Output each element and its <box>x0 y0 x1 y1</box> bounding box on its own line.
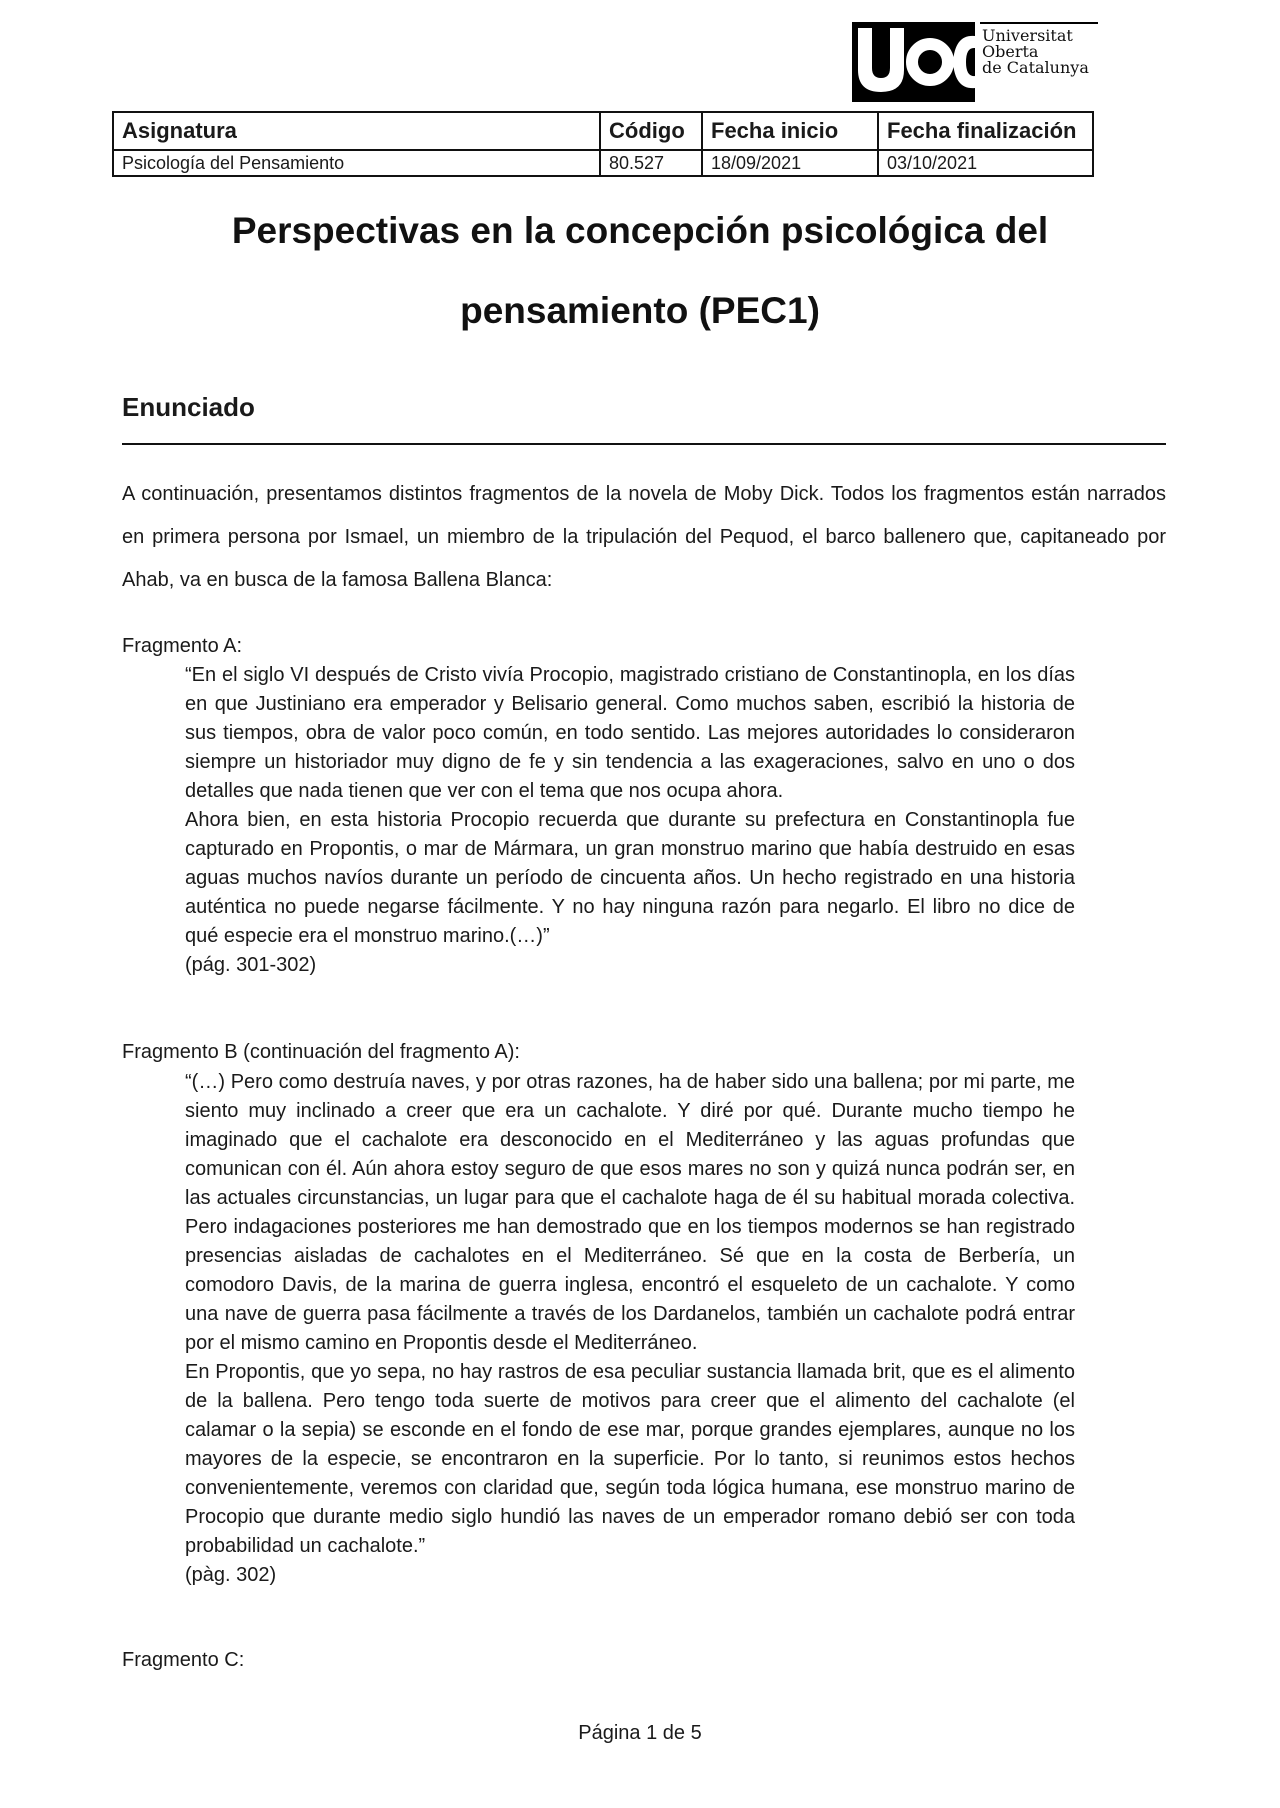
table-header-row <box>113 112 1093 150</box>
fragment-a-quote <box>185 661 1075 980</box>
value-fecha-inicio: 18/09/2021 <box>702 150 878 176</box>
page-number: Página 1 de 5 <box>578 1722 702 1744</box>
header-fecha-finalizacion: Fecha finalización <box>878 112 1093 150</box>
page-title-line-1: Perspectivas en la concepción psicológica del <box>231 210 1049 251</box>
header-codigo: Código <box>600 112 702 150</box>
logo-line-3: de Catalunya <box>982 58 1089 77</box>
logo-wordmark <box>982 28 1089 76</box>
intro-paragraph: A continuación, presentamos distintos fragmentos de la novela de Moby Dick. Todos los fragmentos están narrados en primera persona por Ismael, un miembro de la tripulación del Pequod, el barco ballenero que, capitaneado por Ahab, va en busca de la famosa Ballena Blanca: <box>122 483 1166 591</box>
table-row <box>113 150 1093 176</box>
fragment-b-quote <box>185 1068 1075 1590</box>
uoc-logo <box>852 22 1098 102</box>
logo-line-1: Universitat <box>982 26 1073 45</box>
fragment-a-paragraph-1: “En el siglo VI después de Cristo vivía Procopio, magistrado cristiano de Constantinopla, en los días en que Justiniano era emperador y Belisario general. Como muchos saben, escribió la historia de sus tiempos, obra de valor poco común, en todo sentido. Las mejores autoridades lo consideraron siempre un historiador muy digno de fe y sin tendencia a las exageraciones, salvo en uno o dos detalles que nada tienen que ver con el tema que nos ocupa ahora. <box>185 664 1075 802</box>
fragment-a-label: Fragmento A: <box>122 635 243 657</box>
logo-line-2: Oberta <box>982 42 1039 61</box>
course-info-table <box>112 111 1094 177</box>
value-codigo: 80.527 <box>600 150 702 176</box>
section-divider <box>122 443 1166 445</box>
fragment-a-reference: (pág. 301-302) <box>185 954 317 976</box>
value-fecha-finalizacion: 03/10/2021 <box>878 150 1093 176</box>
logo-letters-icon <box>852 22 975 102</box>
fragment-b-paragraph-2: En Propontis, que yo sepa, no hay rastros de esa peculiar sustancia llamada brit, que es el alimento de la ballena. Pero tengo toda suerte de motivos para creer que el alimento del cachalote (el calamar o la sepia) se esconde en el fondo de ese mar, porque grandes ejemplares, aunque no los mayores de la especie, se encontraron en la superficie. Por lo tanto, si reunimos estos hechos convenientemente, veremos con claridad que, según toda lógica humana, ese monstruo marino de Procopio que durante medio siglo hundió las naves de un emperador romano debió ser con toda probabilidad un cachalote.” <box>185 1361 1075 1557</box>
fragment-c-label: Fragmento C: <box>122 1649 245 1671</box>
page-title-line-2: pensamiento (PEC1) <box>460 290 820 331</box>
header-asignatura: Asignatura <box>113 112 600 150</box>
header-fecha-inicio: Fecha inicio <box>702 112 878 150</box>
value-asignatura: Psicología del Pensamiento <box>113 150 600 176</box>
fragment-a-paragraph-2: Ahora bien, en esta historia Procopio recuerda que durante su prefectura en Constantinopla fue capturado en Propontis, o mar de Mármara, un gran monstruo marino que había destruido en esas aguas muchos navíos durante un período de cincuenta años. Un hecho registrado en una historia auténtica no puede negarse fácilmente. Y no hay ninguna razón para negarlo. El libro no dice de qué especie era el monstruo marino.(…)” <box>185 809 1075 947</box>
logo-rule <box>980 22 1098 24</box>
fragment-b-paragraph-1: “(…) Pero como destruía naves, y por otras razones, ha de haber sido una ballena; por mi parte, me siento muy inclinado a creer que era un cachalote. Y diré por qué. Durante mucho tiempo he imaginado que el cachalote era desconocido en el Mediterráneo y las aguas profundas que comunican con él. Aún ahora estoy seguro de que esos mares no son y quizá nunca podrán ser, en las actuales circunstancias, un lugar para que el cachalote haga de él su habitual morada colectiva. Pero indagaciones posteriores me han demostrado que en los tiempos modernos se han registrado presencias aisladas de cachalotes en el Mediterráneo. Sé que en la costa de Berbería, un comodoro Davis, de la marina de guerra inglesa, encontró el esqueleto de un cachalote. Y como una nave de guerra pasa fácilmente a través de los Dardanelos, también un cachalote podrá entrar por el mismo camino en Propontis desde el Mediterráneo. <box>185 1071 1075 1354</box>
fragment-b-label: Fragmento B (continuación del fragmento A): <box>122 1041 520 1063</box>
section-heading: Enunciado <box>122 392 255 422</box>
fragment-b-reference: (pàg. 302) <box>185 1564 277 1586</box>
